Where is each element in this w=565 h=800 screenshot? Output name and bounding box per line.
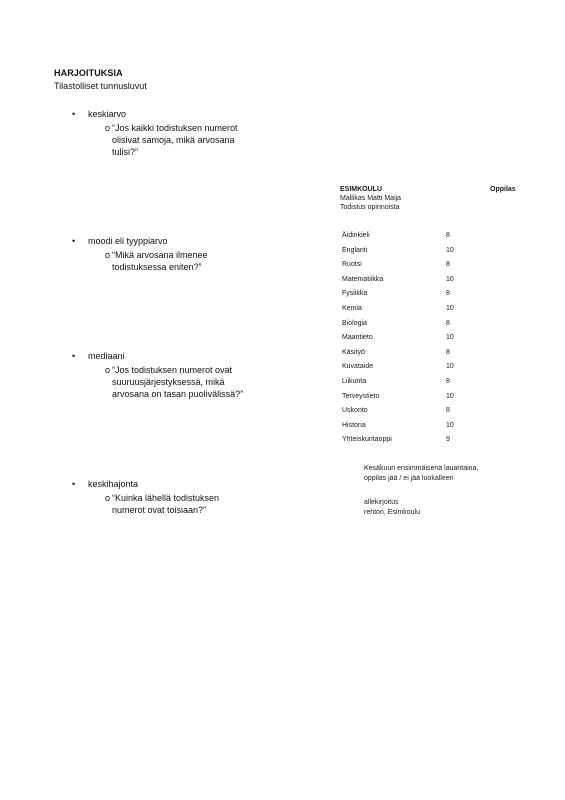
question-line: tulisi?” xyxy=(112,147,139,157)
circle-bullet-icon: o xyxy=(105,493,111,503)
grade-row xyxy=(342,289,492,304)
grade-value: 10 xyxy=(446,246,454,254)
grade-subject: Biologia xyxy=(342,319,367,327)
grades-table xyxy=(342,231,492,450)
grade-subject: Matematiikka xyxy=(342,275,384,283)
topic-item xyxy=(72,108,312,158)
topic-title: keskiarvo xyxy=(88,109,127,119)
grade-row xyxy=(342,435,492,450)
question-line: numerot ovat toisiaan?” xyxy=(112,505,207,515)
circle-bullet-icon: o xyxy=(105,250,111,260)
grade-row xyxy=(342,319,492,334)
question-line: “Kuinka lähellä todistuksen xyxy=(112,493,220,503)
topic-title: mediaani xyxy=(88,351,125,361)
topic-title: moodi eli tyyppiarvo xyxy=(88,236,168,246)
topic-item xyxy=(72,350,312,400)
grade-row xyxy=(342,421,492,436)
grade-subject: Kemia xyxy=(342,304,362,312)
grade-row xyxy=(342,231,492,246)
grade-subject: Terveystieto xyxy=(342,392,380,400)
grade-row xyxy=(342,246,492,261)
certificate xyxy=(340,185,540,516)
grade-subject: Historia xyxy=(342,421,366,429)
bullet-icon: • xyxy=(72,109,76,119)
grade-row xyxy=(342,260,492,275)
topic-item xyxy=(72,478,312,516)
grade-subject: Fysiikka xyxy=(342,290,368,298)
grade-subject: Liikunta xyxy=(342,377,367,385)
grade-row xyxy=(342,333,492,348)
certificate-school: ESIMKOULU xyxy=(340,186,382,193)
grade-subject: Ruotsi xyxy=(342,261,362,269)
circle-bullet-icon: o xyxy=(105,365,111,375)
topic-item xyxy=(72,235,312,273)
grade-value: 8 xyxy=(446,348,450,356)
grade-row xyxy=(342,377,492,392)
circle-bullet-icon: o xyxy=(105,123,111,133)
bullet-icon: • xyxy=(72,479,76,489)
bullet-icon: • xyxy=(72,351,76,361)
page-title: HARJOITUKSIA xyxy=(54,68,123,78)
grade-subject: Englanti xyxy=(342,246,368,254)
certificate-note-line: Kesäkuun ensimmäisenä lauantaina, xyxy=(364,465,479,472)
certificate-note xyxy=(364,464,534,484)
certificate-note-line: oppilas jää / ei jää luokalleen xyxy=(364,475,454,482)
signature-label: allekirjoitus xyxy=(364,499,399,506)
grade-subject: Kuvataide xyxy=(342,363,374,371)
grade-subject: Maantieto xyxy=(342,334,373,342)
grade-value: 8 xyxy=(446,377,450,385)
grade-subject: Käsityö xyxy=(342,348,365,356)
grade-value: 9 xyxy=(446,436,450,444)
question-line: “Jos kaikki todistuksen numerot xyxy=(112,123,238,133)
question-line: olisivat samoja, mikä arvosana xyxy=(112,135,235,145)
certificate-document-title: Todistus opinnoista xyxy=(340,204,400,211)
page-subtitle: Tilastolliset tunnusluvut xyxy=(54,81,147,91)
grade-value: 10 xyxy=(446,363,454,371)
grade-value: 8 xyxy=(446,290,450,298)
grade-value: 8 xyxy=(446,319,450,327)
question-line: “Jos todistuksen numerot ovat xyxy=(112,365,233,375)
question-line: arvosana on tasan puolivälissä?” xyxy=(112,389,244,399)
grade-value: 10 xyxy=(446,392,454,400)
grade-row xyxy=(342,392,492,407)
certificate-role: Oppilas xyxy=(490,186,516,193)
signature-title: rehtori, Esimkoulu xyxy=(364,509,421,516)
grade-value: 10 xyxy=(446,304,454,312)
grade-value: 8 xyxy=(446,407,450,415)
certificate-signature xyxy=(364,498,534,518)
grade-subject: Äidinkieli xyxy=(342,232,370,239)
grade-row xyxy=(342,304,492,319)
grade-subject: Uskonto xyxy=(342,407,368,415)
grade-row xyxy=(342,406,492,421)
certificate-student: Mallikas Matti Maija xyxy=(340,195,402,202)
grade-row xyxy=(342,275,492,290)
grade-value: 10 xyxy=(446,421,454,429)
grade-value: 10 xyxy=(446,334,454,342)
grade-value: 8 xyxy=(446,261,450,269)
question-line: todistuksessa eniten?” xyxy=(112,262,202,272)
bullet-icon: • xyxy=(72,236,76,246)
grade-value: 10 xyxy=(446,275,454,283)
grade-row xyxy=(342,348,492,363)
question-line: suuruusjärjestyksessä, mikä xyxy=(112,377,225,387)
grade-row xyxy=(342,362,492,377)
topic-title: keskihajonta xyxy=(88,479,139,489)
grade-subject: Yhteiskuntaoppi xyxy=(342,436,392,444)
grade-value: 8 xyxy=(446,232,450,239)
question-line: “Mikä arvosana ilmenee xyxy=(112,250,208,260)
